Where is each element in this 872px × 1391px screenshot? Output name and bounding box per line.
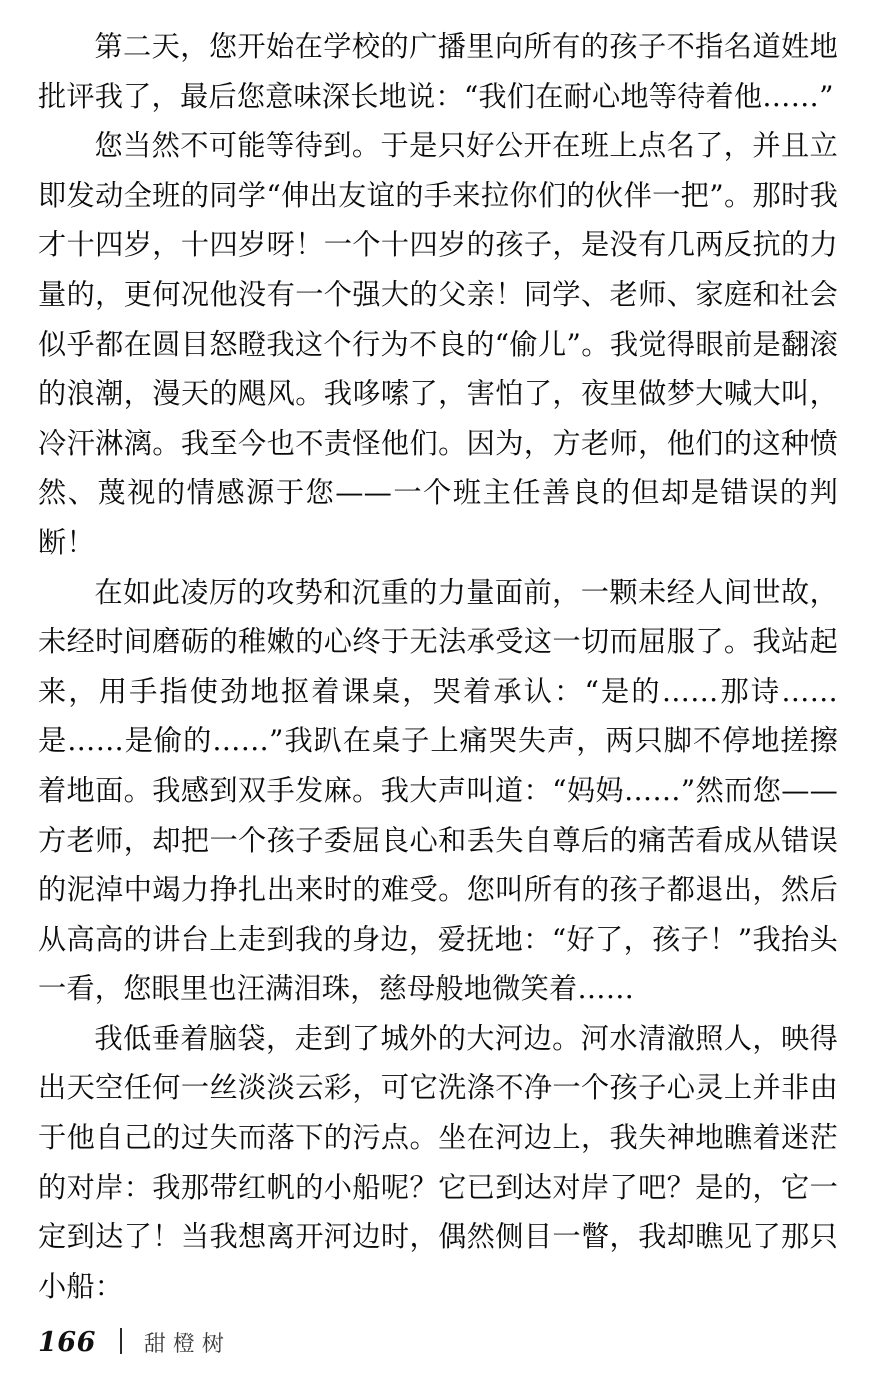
paragraph: 我低垂着脑袋，走到了城外的大河边。河水清澈照人，映得出天空任何一丝淡淡云彩，可它洗涤不净一个孩子心灵上并非由于他自己的过失而落下的污点。坐在河边上，我失神地瞧着迷茫的对岸：我那带红帆的小船呢？它已到达对岸了吧？是的，它一定到达了！当我想离开河边时，偶然侧目一瞥，我却瞧见了那只小船： bbox=[38, 1021, 838, 1303]
page-footer bbox=[38, 1325, 231, 1369]
paragraph: 第二天，您开始在学校的广播里向所有的孩子不指名道姓地批评我了，最后您意味深长地说：“我们在耐心地等待着他……” bbox=[38, 30, 838, 113]
footer-divider bbox=[120, 1328, 122, 1354]
page-number: 166 bbox=[38, 1327, 96, 1358]
footer-book-title: 甜橙树 bbox=[143, 1332, 231, 1357]
paragraph: 在如此凌厉的攻势和沉重的力量面前，一颗未经人间世故，未经时间磨砺的稚嫩的心终于无法承受这一切而屈服了。我站起来，用手指使劲地抠着课桌，哭着承认：“是的……那诗……是……是偷的……”我趴在桌子上痛哭失声，两只脚不停地搓擦着地面。我感到双手发麻。我大声叫道：“妈妈……”然而您——方老师，却把一个孩子委屈良心和丢失自尊后的痛苦看成从错误的泥淖中竭力挣扎出来时的难受。您叫所有的孩子都退出，然后从高高的讲台上走到我的身边，爱抚地：“好了，孩子！”我抬头一看，您眼里也汪满泪珠，慈母般地微笑着…… bbox=[38, 575, 838, 1006]
paragraph: 您当然不可能等待到。于是只好公开在班上点名了，并且立即发动全班的同学“伸出友谊的手来拉你们的伙伴一把”。那时我才十四岁，十四岁呀！一个十四岁的孩子，是没有几两反抗的力量的，更何况他没有一个强大的父亲！同学、老师、家庭和社会似乎都在圆目怒瞪我这个行为不良的“偷儿”。我觉得眼前是翻滚的浪潮，漫天的飓风。我哆嗦了，害怕了，夜里做梦大喊大叫，冷汗淋漓。我至今也不责怪他们。因为，方老师，他们的这种愤然、蔑视的情感源于您——一个班主任善良的但却是错误的判断！ bbox=[38, 129, 838, 559]
page-body-text bbox=[38, 22, 838, 1311]
